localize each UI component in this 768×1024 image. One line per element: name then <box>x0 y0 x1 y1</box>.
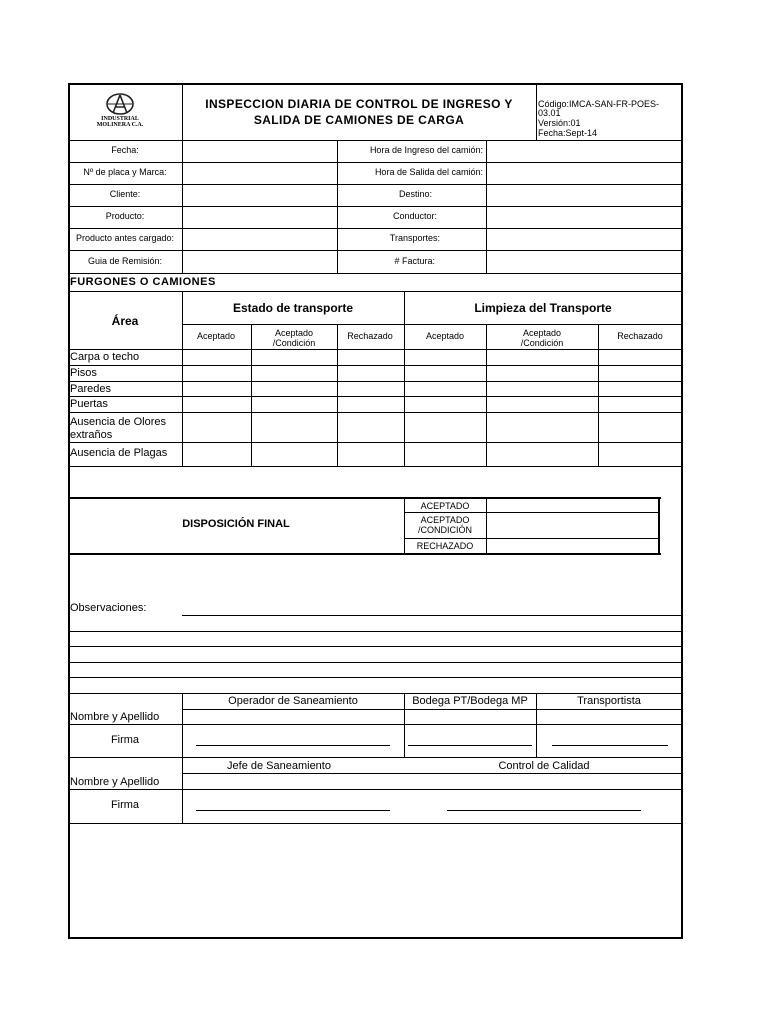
factura-label: # Factura: <box>394 256 435 266</box>
company-name-line2: MOLINERA C.A. <box>96 122 144 128</box>
header-divider-right <box>536 84 537 140</box>
nombre-apellido-label-2: Nombre y Apellido <box>70 776 160 788</box>
form-title-line2: SALIDA DE CAMIONES DE CARGA <box>253 113 465 127</box>
hora-ingreso-label: Hora de Ingreso del camión: <box>369 145 483 155</box>
nombre-operador-input[interactable] <box>183 710 403 724</box>
firma-label-2: Firma <box>110 799 140 811</box>
row-label-olores-2: extraños <box>70 429 113 441</box>
estado-transporte-header: Estado de transporte <box>232 301 354 315</box>
col-condicion-limpieza-1: Aceptado <box>522 328 562 338</box>
vline <box>404 497 405 554</box>
hline <box>68 757 683 758</box>
limpieza-transporte-header: Limpieza del Transporte <box>474 301 612 315</box>
hline <box>68 381 683 382</box>
nombre-apellido-label-1: Nombre y Apellido <box>70 711 160 723</box>
hora-ingreso-input[interactable] <box>487 141 682 162</box>
firma-jefe-line[interactable] <box>196 810 390 811</box>
transportista-header: Transportista <box>577 695 641 707</box>
col-aceptado-limpieza: Aceptado <box>425 331 465 341</box>
doc-version: Versión:01 <box>538 118 581 128</box>
hline <box>68 724 683 725</box>
doc-code-line1: Código:IMCA-SAN-FR-POES- <box>538 99 660 109</box>
nombre-bodega-input[interactable] <box>405 710 535 724</box>
vline <box>486 324 487 466</box>
nombre-transportista-input[interactable] <box>537 710 682 724</box>
form-title-line1: INSPECCION DIARIA DE CONTROL DE INGRESO Y <box>205 97 513 111</box>
producto-label: Producto: <box>105 211 145 221</box>
hora-salida-input[interactable] <box>487 163 682 184</box>
company-name-line1: INDUSTRIAL <box>101 116 139 122</box>
vline <box>337 140 338 273</box>
vline <box>251 324 252 466</box>
section-title-furgones: FURGONES O CAMIONES <box>70 276 216 288</box>
hline <box>182 324 683 325</box>
nombre-jefe-input[interactable] <box>183 774 403 789</box>
observaciones-line-1[interactable] <box>182 615 683 616</box>
producto-input[interactable] <box>183 207 336 228</box>
vline <box>404 693 405 757</box>
observaciones-line-2[interactable] <box>68 631 683 632</box>
disposicion-final-title: DISPOSICIÓN FINAL <box>182 518 290 530</box>
area-header: Área <box>111 314 139 328</box>
observaciones-line-3[interactable] <box>68 646 683 647</box>
disposicion-rechazado-label: RECHAZADO <box>416 541 474 551</box>
control-calidad-header: Control de Calidad <box>498 760 590 772</box>
hline <box>68 291 683 292</box>
producto-antes-label: Producto antes cargado: <box>75 233 175 243</box>
hline <box>68 396 683 397</box>
conductor-input[interactable] <box>487 207 682 228</box>
hline <box>68 693 683 694</box>
disposicion-rechazado-cell[interactable] <box>487 539 657 553</box>
guia-label: Guia de Remisión: <box>87 256 163 266</box>
logo-emblem-icon <box>94 92 146 116</box>
hline <box>68 553 661 555</box>
observaciones-line-4[interactable] <box>68 662 683 663</box>
col-rechazado-estado: Rechazado <box>347 331 393 341</box>
hline <box>68 349 683 350</box>
firma-control-line[interactable] <box>447 810 641 811</box>
row-label-pisos: Pisos <box>70 367 97 379</box>
destino-label: Destino: <box>398 189 432 199</box>
jefe-saneamiento-header: Jefe de Saneamiento <box>227 760 331 772</box>
vline <box>598 324 599 466</box>
row-label-plagas: Ausencia de Plagas <box>70 447 168 459</box>
bodega-header: Bodega PT/Bodega MP <box>412 695 528 707</box>
factura-input[interactable] <box>487 251 682 273</box>
header-divider-left <box>182 84 183 140</box>
transportes-label: Transportes: <box>389 233 440 243</box>
transportes-input[interactable] <box>487 229 682 250</box>
disposicion-condicion-label-2: /CONDICIÓN <box>418 525 472 535</box>
row-label-paredes: Paredes <box>70 383 111 395</box>
disposicion-condicion-label-1: ACEPTADO <box>420 515 470 525</box>
placa-input[interactable] <box>183 163 336 184</box>
doc-code-line2: 03.01 <box>538 108 561 118</box>
destino-input[interactable] <box>487 185 682 206</box>
fecha-input[interactable] <box>183 141 336 162</box>
placa-label: Nº de placa y Marca: <box>83 167 167 177</box>
vline <box>536 693 537 757</box>
hora-salida-label: Hora de Salida del camión: <box>374 167 483 177</box>
row-label-carpa: Carpa o techo <box>70 351 140 363</box>
disposicion-condicion-cell[interactable] <box>487 513 657 538</box>
firma-transportista-line[interactable] <box>552 745 668 746</box>
row-label-olores-1: Ausencia de Olores <box>70 416 166 428</box>
company-logo <box>94 92 146 128</box>
vline <box>404 291 405 466</box>
producto-antes-input[interactable] <box>183 229 336 250</box>
observaciones-label: Observaciones: <box>70 602 147 614</box>
vline <box>182 291 183 466</box>
hline <box>68 466 683 467</box>
hline <box>68 365 683 366</box>
hline <box>68 789 683 790</box>
col-condicion-estado-2: /Condición <box>272 338 316 348</box>
col-condicion-estado-1: Aceptado <box>274 328 314 338</box>
row-label-puertas: Puertas <box>70 398 108 410</box>
disposicion-aceptado-label: ACEPTADO <box>420 501 470 511</box>
hline <box>68 273 683 274</box>
guia-input[interactable] <box>183 251 336 273</box>
cliente-label: Cliente: <box>109 189 141 199</box>
doc-date: Fecha:Sept-14 <box>538 128 598 138</box>
firma-label-1: Firma <box>110 734 140 746</box>
operador-saneamiento-header: Operador de Saneamiento <box>228 695 358 707</box>
col-rechazado-limpieza: Rechazado <box>617 331 663 341</box>
vline <box>658 497 660 554</box>
fecha-label: Fecha: <box>111 145 139 155</box>
conductor-label: Conductor: <box>392 211 437 221</box>
firma-bodega-line[interactable] <box>408 745 532 746</box>
col-condicion-limpieza-2: /Condición <box>520 338 564 348</box>
disposicion-aceptado-cell[interactable] <box>487 498 657 512</box>
hline <box>68 412 683 413</box>
hline <box>68 442 683 443</box>
firma-operador-line[interactable] <box>196 745 390 746</box>
cliente-input[interactable] <box>183 185 336 206</box>
observaciones-line-5[interactable] <box>68 677 683 678</box>
nombre-control-input[interactable] <box>405 774 682 789</box>
vline <box>337 324 338 466</box>
col-aceptado-estado: Aceptado <box>196 331 236 341</box>
hline <box>68 823 683 824</box>
